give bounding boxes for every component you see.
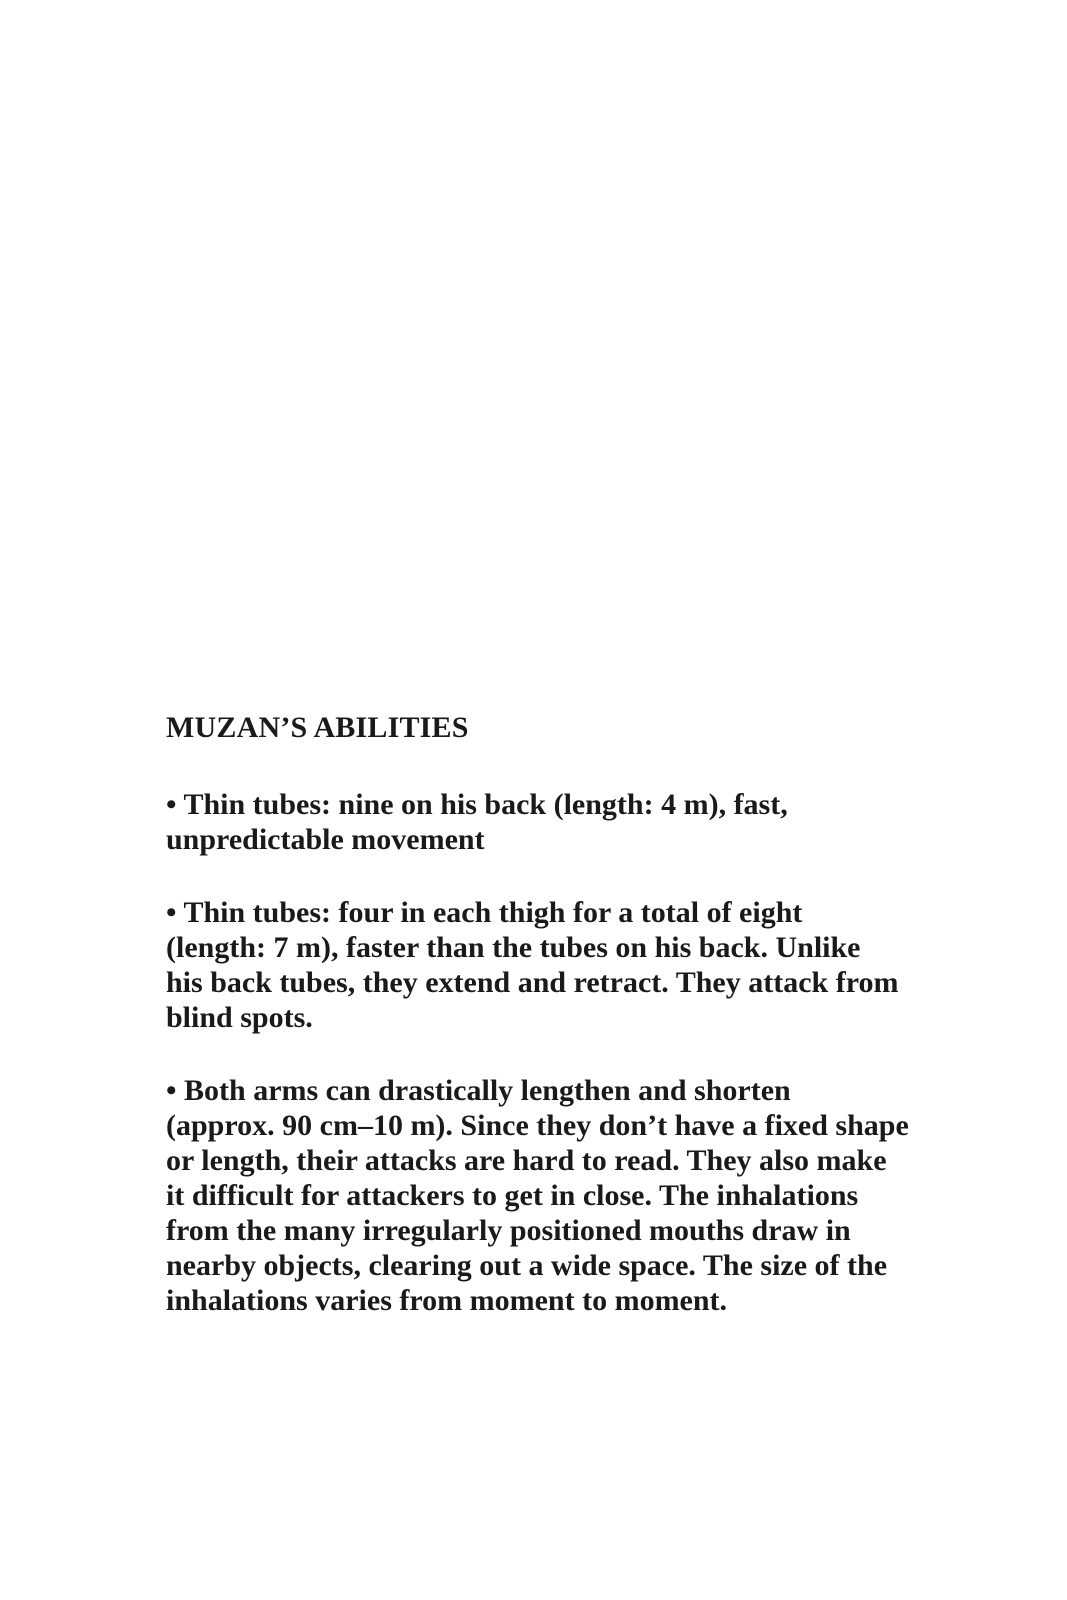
text-line: unpredictable movement [166, 823, 485, 856]
text-line: his back tubes, they extend and retract. They attack from [166, 966, 899, 999]
text-line: blind spots. [166, 1001, 313, 1034]
text-line: inhalations varies from moment to moment. [166, 1284, 728, 1317]
text-block [166, 710, 966, 1318]
text-line: from the many irregularly positioned mouths draw in [166, 1214, 851, 1247]
text-line: it difficult for attackers to get in close. The inhalations [166, 1179, 859, 1212]
text-line: • Thin tubes: nine on his back (length: 4 m), fast, [166, 788, 788, 821]
text-line: • Both arms can drastically lengthen and shorten [166, 1074, 791, 1107]
text-line: (approx. 90 cm–10 m). Since they don’t have a fixed shape [166, 1109, 909, 1142]
text-line: or length, their attacks are hard to read. They also make [166, 1144, 887, 1177]
text-line: • Thin tubes: four in each thigh for a total of eight [166, 896, 803, 929]
text-line: (length: 7 m), faster than the tubes on his back. Unlike [166, 931, 861, 964]
bullet-paragraph-arms [166, 1073, 966, 1318]
section-heading: MUZAN’S ABILITIES [166, 711, 469, 744]
bullet-paragraph-back-tubes [166, 787, 966, 857]
text-line: nearby objects, clearing out a wide space. The size of the [166, 1249, 888, 1282]
bullet-paragraph-thigh-tubes [166, 895, 966, 1035]
